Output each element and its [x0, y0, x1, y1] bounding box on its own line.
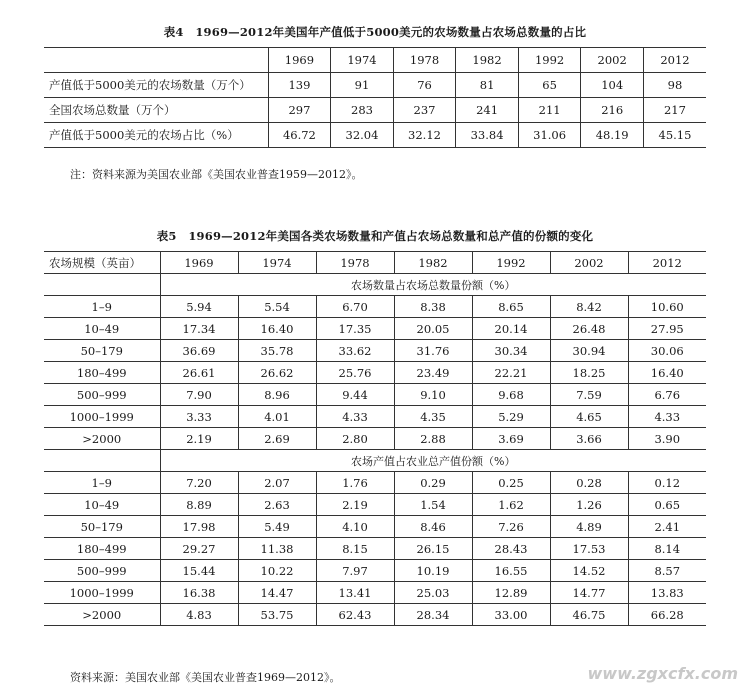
table5-count-section-value-cell: 30.06: [628, 340, 706, 362]
table5-output-section-row: [44, 538, 706, 560]
table5-output-section-value-cell: 0.65: [628, 494, 706, 516]
table5-count-section-row: [44, 406, 706, 428]
table5-size-header: 农场规模（英亩）: [44, 252, 160, 274]
table5-count-section-row-label: 50–179: [44, 340, 160, 362]
table5-count-section-value-cell: 5.94: [160, 296, 238, 318]
table5-output-section-blank-cell: [44, 450, 160, 472]
table4-year-header: 1982: [456, 48, 519, 73]
table4-year-header: 1978: [393, 48, 456, 73]
table5-title: 表5 1969—2012年美国各类农场数量和产值占农场总数量和总产值的份额的变化: [156, 229, 594, 243]
table4-row: [44, 98, 706, 123]
table5-output-section-value-cell: 28.43: [472, 538, 550, 560]
table5-output-section-value-cell: 7.97: [316, 560, 394, 582]
table5-year-header: 1978: [316, 252, 394, 274]
table4-value-cell: 237: [393, 98, 456, 123]
table4-value-cell: 48.19: [581, 123, 644, 148]
table4-value-cell: 211: [518, 98, 581, 123]
table5-count-section-value-cell: 8.42: [550, 296, 628, 318]
table5-output-section-title: 农场产值占农业总产值份额（%）: [160, 450, 706, 472]
watermark: www.zgxcfx.com: [587, 664, 738, 683]
table5-output-section-value-cell: 0.28: [550, 472, 628, 494]
table5-count-section-row-label: 180–499: [44, 362, 160, 384]
table4-note: 注：资料来源为美国农业部《美国农业普查1959—2012》。: [70, 168, 363, 181]
table5-count-section-value-cell: 2.80: [316, 428, 394, 450]
table4-row-label: 全国农场总数量（万个）: [44, 98, 268, 123]
table5-output-section-value-cell: 17.53: [550, 538, 628, 560]
table5-count-section-title-row: [44, 274, 706, 296]
table5-output-section-value-cell: 8.14: [628, 538, 706, 560]
table5-header-row: [44, 252, 706, 274]
table5-count-section-value-cell: 16.40: [238, 318, 316, 340]
table5-output-section-value-cell: 2.07: [238, 472, 316, 494]
table5-count-section-value-cell: 36.69: [160, 340, 238, 362]
table5-output-section-title-row: [44, 450, 706, 472]
table5-output-section-value-cell: 2.63: [238, 494, 316, 516]
table5-output-section-value-cell: 26.15: [394, 538, 472, 560]
table5-output-section-value-cell: 5.49: [238, 516, 316, 538]
table5-output-section-row-label: 1000–1999: [44, 582, 160, 604]
table4-value-cell: 33.84: [456, 123, 519, 148]
table5-output-section-value-cell: 2.41: [628, 516, 706, 538]
table4-value-cell: 241: [456, 98, 519, 123]
table4-value-cell: 297: [268, 98, 331, 123]
table4-value-cell: 46.72: [268, 123, 331, 148]
table4-row: [44, 73, 706, 98]
table5-count-section-value-cell: 5.54: [238, 296, 316, 318]
table5-count-section-value-cell: 8.96: [238, 384, 316, 406]
table5-output-section-value-cell: 12.89: [472, 582, 550, 604]
table5-count-section-row-label: 1000–1999: [44, 406, 160, 428]
table5-year-header: 2012: [628, 252, 706, 274]
table5-count-section-value-cell: 31.76: [394, 340, 472, 362]
table5-output-section-row-label: 180–499: [44, 538, 160, 560]
table5-count-section-row: [44, 428, 706, 450]
table4-value-cell: 32.04: [331, 123, 394, 148]
table4-value-cell: 45.15: [643, 123, 706, 148]
table5-output-section-value-cell: 7.26: [472, 516, 550, 538]
table5-count-section-value-cell: 9.44: [316, 384, 394, 406]
table5-output-section-value-cell: 15.44: [160, 560, 238, 582]
table5-year-header: 1969: [160, 252, 238, 274]
table5-count-section-row: [44, 296, 706, 318]
table5-output-section-value-cell: 46.75: [550, 604, 628, 626]
table5-output-section-value-cell: 28.34: [394, 604, 472, 626]
table5-count-section-value-cell: 4.65: [550, 406, 628, 428]
table5-output-section-value-cell: 16.38: [160, 582, 238, 604]
table5-count-section-value-cell: 6.76: [628, 384, 706, 406]
table5-output-section-value-cell: 1.76: [316, 472, 394, 494]
table5-output-section-row: [44, 604, 706, 626]
table5-count-section-value-cell: 7.90: [160, 384, 238, 406]
table5-output-section-value-cell: 14.52: [550, 560, 628, 582]
table5-count-section-row: [44, 318, 706, 340]
table4-value-cell: 32.12: [393, 123, 456, 148]
table4-header-row: [44, 48, 706, 73]
table5-count-section-value-cell: 25.76: [316, 362, 394, 384]
table5-count-section-value-cell: 26.62: [238, 362, 316, 384]
table5-count-section-value-cell: 5.29: [472, 406, 550, 428]
table5-count-section-value-cell: 16.40: [628, 362, 706, 384]
table5-count-section-value-cell: 30.34: [472, 340, 550, 362]
table5-count-section-row: [44, 340, 706, 362]
table5-year-header: 1982: [394, 252, 472, 274]
table5-count-section-value-cell: 3.69: [472, 428, 550, 450]
table5-output-section-value-cell: 10.19: [394, 560, 472, 582]
table5-count-section-row: [44, 384, 706, 406]
table5-output-section-row-label: 500–999: [44, 560, 160, 582]
table5-output-section-value-cell: 53.75: [238, 604, 316, 626]
table5-count-section-value-cell: 4.01: [238, 406, 316, 428]
table5-output-section-row-label: >2000: [44, 604, 160, 626]
table5-count-section-value-cell: 33.62: [316, 340, 394, 362]
table5-count-section-value-cell: 23.49: [394, 362, 472, 384]
table5-count-section-value-cell: 26.61: [160, 362, 238, 384]
table5-output-section-row: [44, 516, 706, 538]
table5-year-header: 1974: [238, 252, 316, 274]
table4: [44, 47, 706, 148]
table4-year-header: 2002: [581, 48, 644, 73]
table4-value-cell: 216: [581, 98, 644, 123]
table5-count-section-value-cell: 3.66: [550, 428, 628, 450]
table5-count-section-value-cell: 2.19: [160, 428, 238, 450]
table5-count-section-value-cell: 27.95: [628, 318, 706, 340]
table5-count-section-value-cell: 7.59: [550, 384, 628, 406]
table5-count-section-value-cell: 20.14: [472, 318, 550, 340]
table5-count-section-blank-cell: [44, 274, 160, 296]
table4-value-cell: 283: [331, 98, 394, 123]
table5-count-section-value-cell: 4.35: [394, 406, 472, 428]
table5-output-section-row: [44, 472, 706, 494]
table5-count-section-value-cell: 2.88: [394, 428, 472, 450]
table5-count-section-value-cell: 6.70: [316, 296, 394, 318]
table5-count-section-value-cell: 22.21: [472, 362, 550, 384]
table5-count-section-value-cell: 35.78: [238, 340, 316, 362]
table5-output-section-value-cell: 1.26: [550, 494, 628, 516]
table5-count-section-value-cell: 26.48: [550, 318, 628, 340]
table4-year-header: 1974: [331, 48, 394, 73]
table5-note: 资料来源：美国农业部《美国农业普查1969—2012》。: [70, 671, 341, 684]
table5-output-section-value-cell: 13.41: [316, 582, 394, 604]
table5-output-section-value-cell: 11.38: [238, 538, 316, 560]
table5-output-section-row-label: 50–179: [44, 516, 160, 538]
table4-value-cell: 91: [331, 73, 394, 98]
table5-count-section-value-cell: 20.05: [394, 318, 472, 340]
table4-value-cell: 31.06: [518, 123, 581, 148]
table5-output-section-value-cell: 17.98: [160, 516, 238, 538]
table5-year-header: 2002: [550, 252, 628, 274]
table4-value-cell: 139: [268, 73, 331, 98]
table5-output-section-value-cell: 8.15: [316, 538, 394, 560]
table4-row-label: 产值低于5000美元的农场占比（%）: [44, 123, 268, 148]
table5-count-section-value-cell: 8.65: [472, 296, 550, 318]
table4-year-header: 1969: [268, 48, 331, 73]
table5-output-section-value-cell: 2.19: [316, 494, 394, 516]
table5-count-section-value-cell: 3.90: [628, 428, 706, 450]
table5-count-section-value-cell: 10.60: [628, 296, 706, 318]
table5-output-section-value-cell: 1.62: [472, 494, 550, 516]
table5-count-section-value-cell: 18.25: [550, 362, 628, 384]
table5-count-section-row-label: 500–999: [44, 384, 160, 406]
table5-output-section-value-cell: 29.27: [160, 538, 238, 560]
table4-row: [44, 123, 706, 148]
table5-output-section-value-cell: 14.77: [550, 582, 628, 604]
table5-output-section-value-cell: 10.22: [238, 560, 316, 582]
table4-value-cell: 217: [643, 98, 706, 123]
table5-count-section-value-cell: 4.33: [316, 406, 394, 428]
table5-output-section-row-label: 1–9: [44, 472, 160, 494]
table4-title: 表4 1969—2012年美国年产值低于5000美元的农场数量占农场总数量的占比: [163, 25, 587, 39]
table5-output-section-value-cell: 0.25: [472, 472, 550, 494]
table5-output-section-value-cell: 0.29: [394, 472, 472, 494]
table5-output-section-value-cell: 8.57: [628, 560, 706, 582]
table5-output-section-row: [44, 560, 706, 582]
table5-output-section-value-cell: 1.54: [394, 494, 472, 516]
table4-year-header: 1992: [518, 48, 581, 73]
table5-count-section-row-label: 10–49: [44, 318, 160, 340]
table5-count-section-value-cell: 4.33: [628, 406, 706, 428]
table5-count-section-value-cell: 17.34: [160, 318, 238, 340]
table4-row-label: 产值低于5000美元的农场数量（万个）: [44, 73, 268, 98]
table4-value-cell: 76: [393, 73, 456, 98]
table5-output-section-row: [44, 494, 706, 516]
table5-count-section-value-cell: 3.33: [160, 406, 238, 428]
table5-output-section-value-cell: 33.00: [472, 604, 550, 626]
table4-value-cell: 65: [518, 73, 581, 98]
table5-output-section-value-cell: 8.89: [160, 494, 238, 516]
table5-output-section-value-cell: 13.83: [628, 582, 706, 604]
table5-output-section-value-cell: 4.89: [550, 516, 628, 538]
table4-value-cell: 98: [643, 73, 706, 98]
table5-output-section-value-cell: 62.43: [316, 604, 394, 626]
table5-output-section-value-cell: 4.83: [160, 604, 238, 626]
table4-corner-cell: [44, 48, 268, 73]
table5-output-section-value-cell: 0.12: [628, 472, 706, 494]
table5-year-header: 1992: [472, 252, 550, 274]
table5-count-section-value-cell: 9.10: [394, 384, 472, 406]
table5-count-section-row-label: 1–9: [44, 296, 160, 318]
table4-value-cell: 104: [581, 73, 644, 98]
table5: [44, 251, 706, 626]
table5-output-section-value-cell: 66.28: [628, 604, 706, 626]
table5-count-section-value-cell: 17.35: [316, 318, 394, 340]
table5-count-section-value-cell: 9.68: [472, 384, 550, 406]
table4-value-cell: 81: [456, 73, 519, 98]
table5-output-section-value-cell: 4.10: [316, 516, 394, 538]
table4-year-header: 2012: [643, 48, 706, 73]
table5-count-section-value-cell: 8.38: [394, 296, 472, 318]
table5-count-section-value-cell: 30.94: [550, 340, 628, 362]
table5-output-section-row-label: 10–49: [44, 494, 160, 516]
table5-output-section-value-cell: 8.46: [394, 516, 472, 538]
table5-output-section-row: [44, 582, 706, 604]
table5-output-section-value-cell: 7.20: [160, 472, 238, 494]
table5-count-section-value-cell: 2.69: [238, 428, 316, 450]
table5-count-section-title: 农场数量占农场总数量份额（%）: [160, 274, 706, 296]
table5-output-section-value-cell: 25.03: [394, 582, 472, 604]
table5-output-section-value-cell: 16.55: [472, 560, 550, 582]
table5-count-section-row: [44, 362, 706, 384]
table5-count-section-row-label: >2000: [44, 428, 160, 450]
table5-output-section-value-cell: 14.47: [238, 582, 316, 604]
